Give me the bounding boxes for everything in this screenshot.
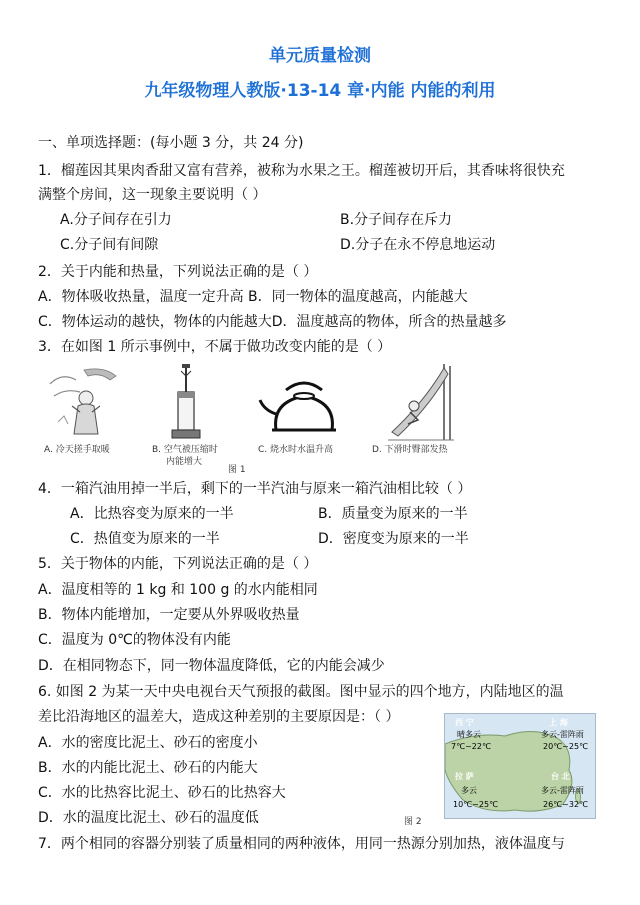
q4-stem: 4．一箱汽油用掉一半后，剩下的一半汽油与原来一箱汽油相比较（ ） (38, 481, 472, 497)
kettle-illustration (258, 374, 350, 436)
figure1-caption-a: A. 冷天搓手取暖 (44, 445, 110, 455)
q7-stem-line1: 7．两个相同的容器分别装了质量相同的两种液体，用同一热源分别加热，液体温度与 (38, 836, 565, 852)
figure1-caption-d: D. 下滑时臀部发热 (372, 445, 448, 455)
q1-stem-line1: 1．榴莲因其果肉香甜又富有营养，被称为水果之王。榴莲被切开后，其香味将很快充 (38, 163, 565, 179)
q5-stem: 5．关于物体的内能，下列说法正确的是（ ） (38, 556, 318, 572)
map-weather-taibei: 多云-雷阵雨 (541, 786, 584, 795)
figure1-label: 图 1 (228, 465, 246, 475)
figure2-label: 图 2 (404, 817, 422, 827)
document-subtitle: 九年级物理人教版·13-14 章·内能 内能的利用 (144, 81, 496, 101)
q3-stem: 3．在如图 1 所示事例中，不属于做功改变内能的是（ ） (38, 339, 392, 355)
map-city-shanghai: 上 海 (549, 718, 568, 727)
map-weather-lasa: 多云 (461, 786, 477, 795)
figure1-caption-b-line2: 内能增大 (166, 457, 203, 467)
q1-option-c: C.分子间有间隙 (60, 237, 159, 253)
q2-options-cd: C．物体运动的越快，物体的内能越大D．温度越高的物体，所含的热量越多 (38, 314, 507, 330)
q1-stem-line2: 满整个房间，这一现象主要说明（ ） (38, 187, 267, 203)
piston-cylinder-illustration (168, 362, 204, 442)
q5-option-d: D．在相同物态下，同一物体温度降低，它的内能会减少 (38, 658, 385, 674)
q4-option-a: A．比热容变为原来的一半 (70, 506, 234, 522)
q4-option-c: C．热值变为原来的一半 (70, 531, 220, 547)
q6-stem-line1: 6. 如图 2 为某一天中央电视台天气预报的截图。图中显示的四个地方，内陆地区的温 (38, 684, 564, 700)
q2-options-ab: A．物体吸收热量，温度一定升高 B．同一物体的温度越高，内能越大 (38, 289, 468, 305)
map-city-xining: 西 宁 (455, 718, 474, 727)
map-weather-shanghai: 多云-雷阵雨 (541, 730, 584, 739)
map-city-lasa: 拉 萨 (455, 772, 474, 781)
document-title: 单元质量检测 (269, 46, 371, 66)
rubbing-hands-illustration (44, 362, 122, 440)
q1-option-d: D.分子在永不停息地运动 (340, 237, 496, 253)
weather-map (444, 713, 596, 819)
q6-option-a: A．水的密度比泥土、砂石的密度小 (38, 735, 258, 751)
map-temp-lasa: 10℃~25℃ (453, 800, 499, 809)
q6-option-b: B．水的内能比泥土、砂石的内能大 (38, 760, 258, 776)
map-temp-taibei: 26℃~32℃ (543, 800, 589, 809)
q4-option-d: D．密度变为原来的一半 (318, 531, 469, 547)
q4-option-b: B．质量变为原来的一半 (318, 506, 468, 522)
map-temp-shanghai: 20℃~25℃ (543, 742, 589, 751)
map-city-taibei: 台 北 (551, 772, 570, 781)
q5-option-b: B．物体内能增加，一定要从外界吸收热量 (38, 607, 300, 623)
map-weather-xining: 晴多云 (457, 730, 481, 739)
map-temp-xining: 7℃~22℃ (451, 742, 491, 751)
q5-option-a: A．温度相等的 1 kg 和 100 g 的水内能相同 (38, 582, 318, 598)
q2-stem: 2．关于内能和热量，下列说法正确的是（ ） (38, 264, 318, 280)
q6-option-c: C．水的比热容比泥土、砂石的比热容大 (38, 785, 286, 801)
q1-option-b: B.分子间存在斥力 (340, 212, 453, 228)
figure1-caption-c: C. 烧水时水温升高 (258, 445, 334, 455)
slide-illustration (384, 362, 454, 442)
q6-stem-line2: 差比沿海地区的温差大，造成这种差别的主要原因是：（ ） (38, 709, 400, 725)
q1-option-a: A.分子间存在引力 (60, 212, 172, 228)
figure1-caption-b-line1: B. 空气被压缩时 (152, 445, 218, 455)
q5-option-c: C．温度为 0℃的物体没有内能 (38, 632, 231, 648)
q6-option-d: D．水的温度比泥土、砂石的温度低 (38, 810, 259, 826)
section-heading: 一、单项选择题：(每小题 3 分，共 24 分) (38, 135, 304, 151)
